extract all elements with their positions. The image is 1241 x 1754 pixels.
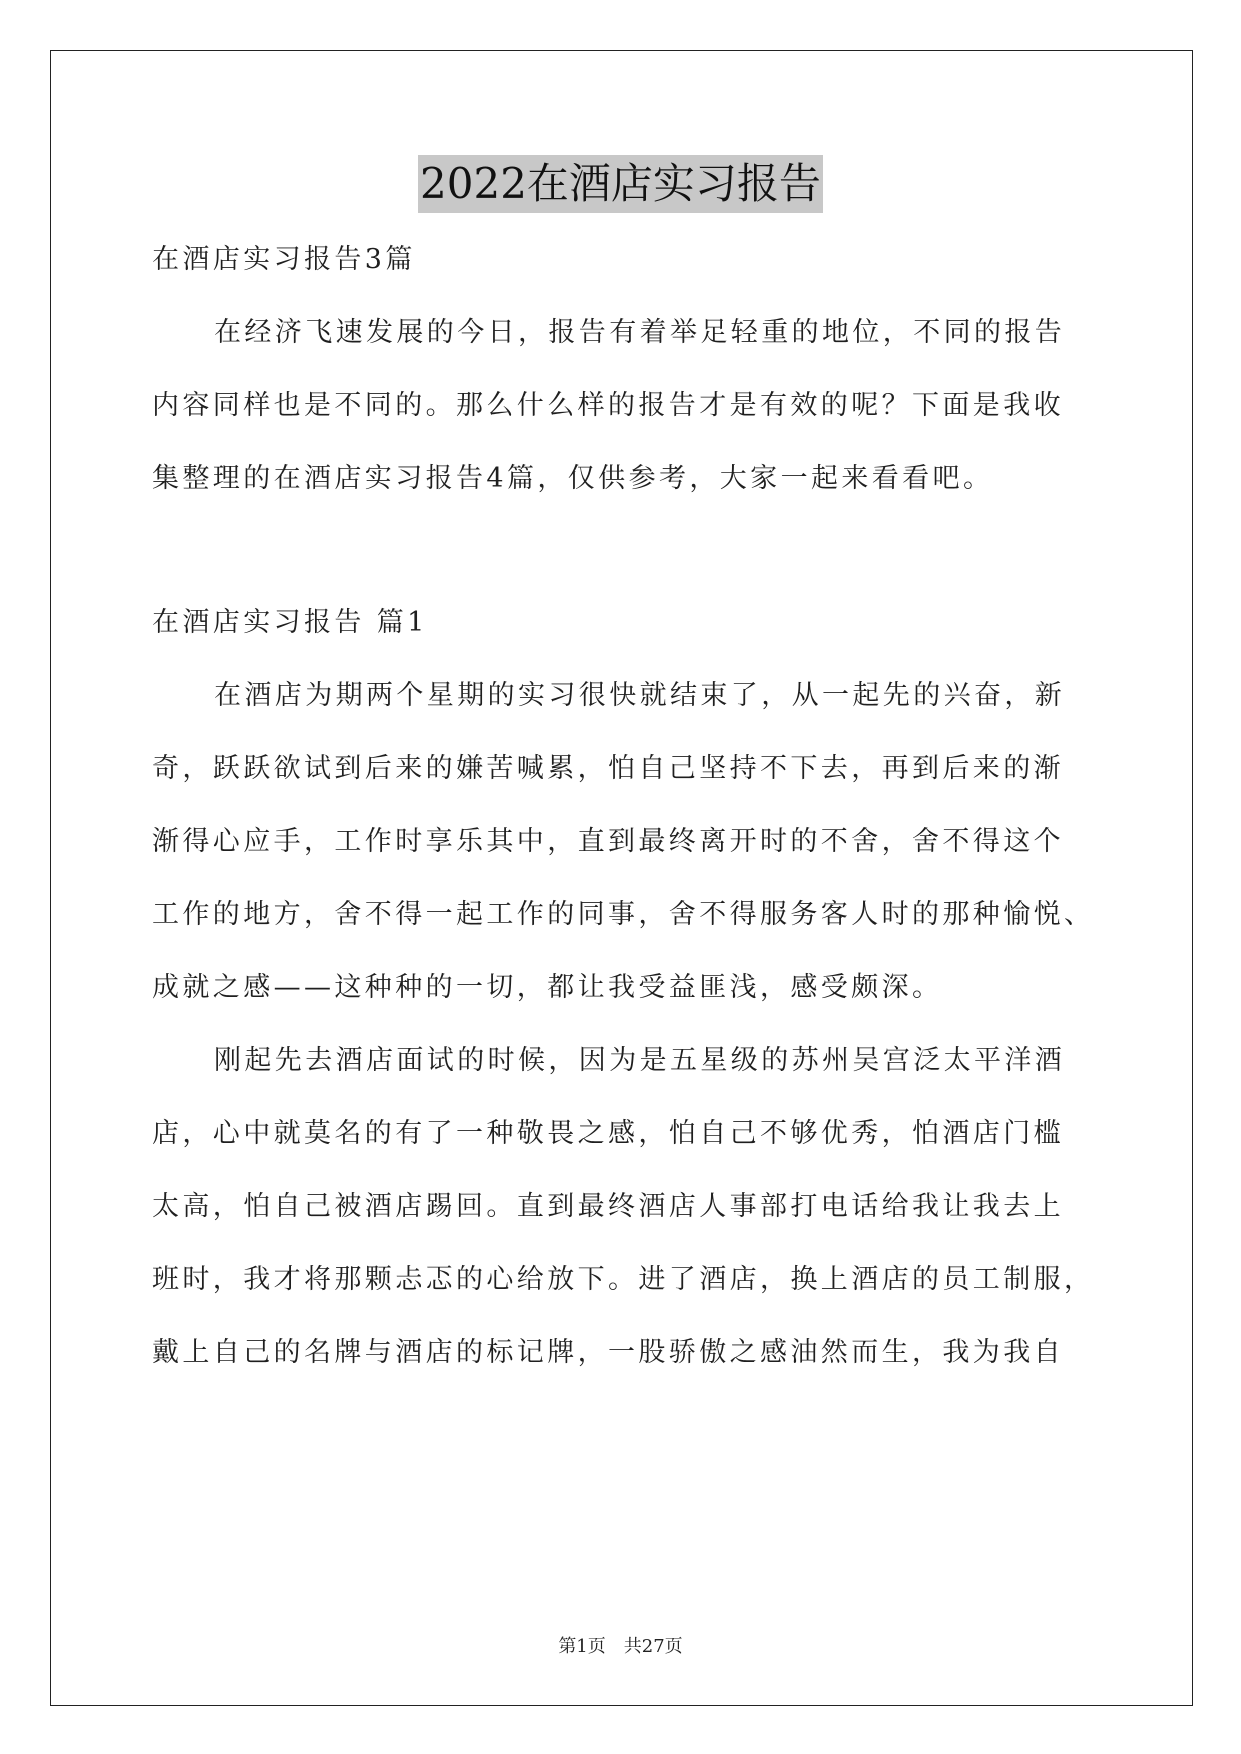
intro-line-2: 内容同样也是不同的。那么什么样的报告才是有效的呢？下面是我收: [152, 390, 1064, 421]
paragraph2-line-2: 店，心中就莫名的有了一种敬畏之感，怕自己不够优秀，怕酒店门槛: [152, 1118, 1064, 1149]
section-heading: 在酒店实习报告 篇1: [152, 607, 428, 638]
paragraph1-line-1: 在酒店为期两个星期的实习很快就结束了，从一起先的兴奋，新: [214, 680, 1066, 711]
paragraph1-line-3: 渐得心应手，工作时享乐其中，直到最终离开时的不舍，舍不得这个: [152, 826, 1064, 857]
document-title-text: 2022在酒店实习报告: [418, 155, 823, 213]
paragraph2-line-4: 班时，我才将那颗忐忑的心给放下。进了酒店，换上酒店的员工制服，: [152, 1264, 1095, 1295]
page-number-label: 第1页 共27页: [558, 1636, 683, 1657]
paragraph2-line-3: 太高，怕自己被酒店踢回。直到最终酒店人事部打电话给我让我去上: [152, 1191, 1064, 1222]
paragraph1-line-2: 奇，跃跃欲试到后来的嫌苦喊累，怕自己坚持不下去，再到后来的渐: [152, 753, 1064, 784]
page-border: [50, 50, 1193, 1706]
paragraph1-line-5: 成就之感——这种种的一切，都让我受益匪浅，感受颇深。: [152, 972, 943, 1003]
paragraph1-line-4: 工作的地方，舍不得一起工作的同事，舍不得服务客人时的那种愉悦、: [152, 899, 1095, 930]
paragraph2-line-5: 戴上自己的名牌与酒店的标记牌，一股骄傲之感油然而生，我为我自: [152, 1337, 1064, 1368]
intro-line-1: 在经济飞速发展的今日，报告有着举足轻重的地位，不同的报告: [214, 317, 1066, 348]
intro-line-3: 集整理的在酒店实习报告4篇，仅供参考，大家一起来看看吧。: [152, 463, 994, 494]
subtitle: 在酒店实习报告3篇: [152, 244, 416, 275]
paragraph2-line-1: 刚起先去酒店面试的时候，因为是五星级的苏州吴宫泛太平洋酒: [214, 1045, 1066, 1076]
document-title: [0, 155, 1241, 213]
page-footer: [0, 1632, 1241, 1658]
